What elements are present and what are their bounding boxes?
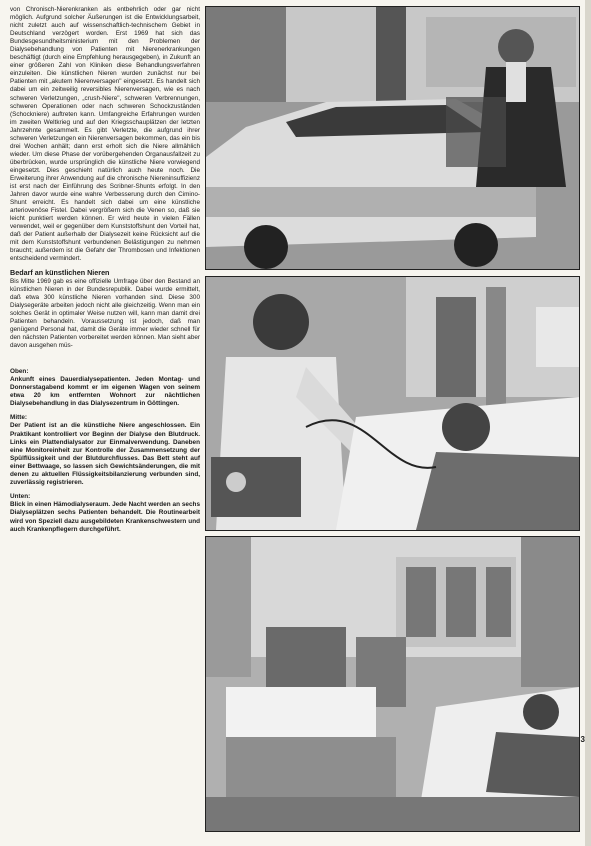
photo-hemodialysis-room (205, 536, 580, 832)
caption-unten-label: Unten: (10, 493, 31, 501)
caption-mitte-text: Der Patient ist an die künstliche Niere angeschlossen. Ein Praktikant kontrolliert vor Beginn der Dialyse den Blutdruck. Links ein Plattendialysator zur Einmalverwendung. Daneben eine Monitoreinheit zur Kontrolle der Zusammensetzung der Spülflüssigkeit und der Blutdurchflusses. Das Bett steht auf einer Bettwaage, so lassen sich Gewichtsänderungen, die mit denen zu aktuellen Flüssigkeitsbilanzierung verbunden sind, zuverlässig registrieren. (10, 422, 200, 487)
photo-dialysis-blood-pressure (205, 276, 580, 531)
page-edge (585, 0, 591, 846)
caption-unten-text: Blick in einen Hämodialyseraum. Jede Nacht werden an sechs Dialyseplätzen sechs Patienten behandelt. Die Routinearbeit wird von Speziell dazu ausgebildeten Krankenschwestern und auch Krankenpflegern durchgeführt. (10, 501, 200, 533)
photo-patient-arrival (205, 6, 580, 270)
caption-oben-label: Oben: (10, 367, 29, 375)
caption-oben-text: Ankunft eines Dauerdialysepatienten. Jeden Montag- und Donnerstagabend kommt er im eigenen Wagen von seinem etwa 20 km entfernten Wohnort zur nächtlichen Dialysebehandlung in das Dialysezentrum in Göttingen. (10, 376, 200, 408)
photo-hemodialysis-room-image (206, 537, 579, 831)
body-paragraph-2: Bis Mitte 1969 gab es eine offizielle Umfrage über den Bestand an künstlichen Nieren in der Bundesrepublik. Dabei wurde ermittelt, daß etwa 300 künstliche Nieren vorhanden sind. Diese 300 Dialysegeräte arbeiten jedoch nicht alle gleichzeitig. Wenn man ein solches Gerät in optimaler Weise nutzen will, kann man damit drei Patienten behandeln. Voraussetzung ist jedoch, daß man genügend Personal hat, damit die Geräte immer wieder schnell für den nächsten Patienten vorbereitet werden können. Man sieht aber davon ausgehen müs- (10, 277, 200, 349)
section-heading: Bedarf an künstlichen Nieren (10, 267, 110, 277)
photo-patient-arrival-image (206, 7, 579, 269)
text-column (10, 6, 200, 534)
photo-dialysis-blood-pressure-image (206, 277, 579, 530)
page-number: 3 (580, 735, 585, 744)
caption-mitte-label: Mitte: (10, 414, 28, 422)
captions-block (10, 368, 200, 534)
body-paragraph-1: von Chronisch-Nierenkranken als entbehrlich oder gar nicht möglich. Aufgrund solcher Äußerungen ist die Entwicklungsarbeit, nicht zuletzt auch auf wissenschaftlich-technischem Gebiet in Deutschland verzögert worden. Erst 1969 hat sich das Bundesgesundheitsministerium mit den Problemen der Dialysebehandlung von Patienten mit Nierenerkrankungen beschäftigt (durch eine Empfehlung herausgegeben), in Zukunft an einer größeren Zahl von Kliniken diese Behandlungsverfahren einzuleiten. Die künstlichen Nieren wurden zunächst nur bei Patienten mit „akutem Nierenversagen" eingesetzt. Es handelt sich dabei um ein zeitweilig reversibles Nierenversagen, wie es nach schweren Verletzungen, „crush-Niere", schweren Verbrennungen, schweren Operationen oder nach schweren Schockzuständen (Schockniere) auftreten kann. Umfangreiche Erfahrungen wurden im zweiten Weltkrieg und auf den Kriegsschauplätzen der letzten Jahrzehnte gesammelt. Es gibt Verletzte, die aufgrund ihrer schweren Verletzungen ein Nierenversagen bekommen, das ein bis drei Wochen anhält; dann erst erholt sich die Niere allmählich wieder. Um diese Phase der vorübergehenden Organausfallzeit zu überbrücken, wurde ursprünglich die künstliche Niere vorwiegend eingesetzt. Dies geschieht natürlich auch heute noch. Die Erweiterung ihrer Anwendung auf die chronische Niereninsuffizienz ist erst nach der Einführung des Scribner-Shunts erfolgt. In den Jahren davor wurde eine wahre Verbesserung durch den Cimino-Shunt erreicht. Es handelt sich dabei um eine künstliche arteriovenöse Fistel. Dabei vergrößern sich die Venen so, daß sie leicht punktiert werden können. Er wird heute in vielen Fällen verwendet, weil er gegenüber dem Kunststoffshunt den Vorteil hat, daß der Patient außerhalb der Dialysezeit keine Rücksicht auf die mit dem Kunststoffshunt verbundenen Belästigungen zu nehmen braucht; außerdem ist die Gefahr der Thrombosen und Infektionen entscheidend vermindert. (10, 6, 200, 263)
